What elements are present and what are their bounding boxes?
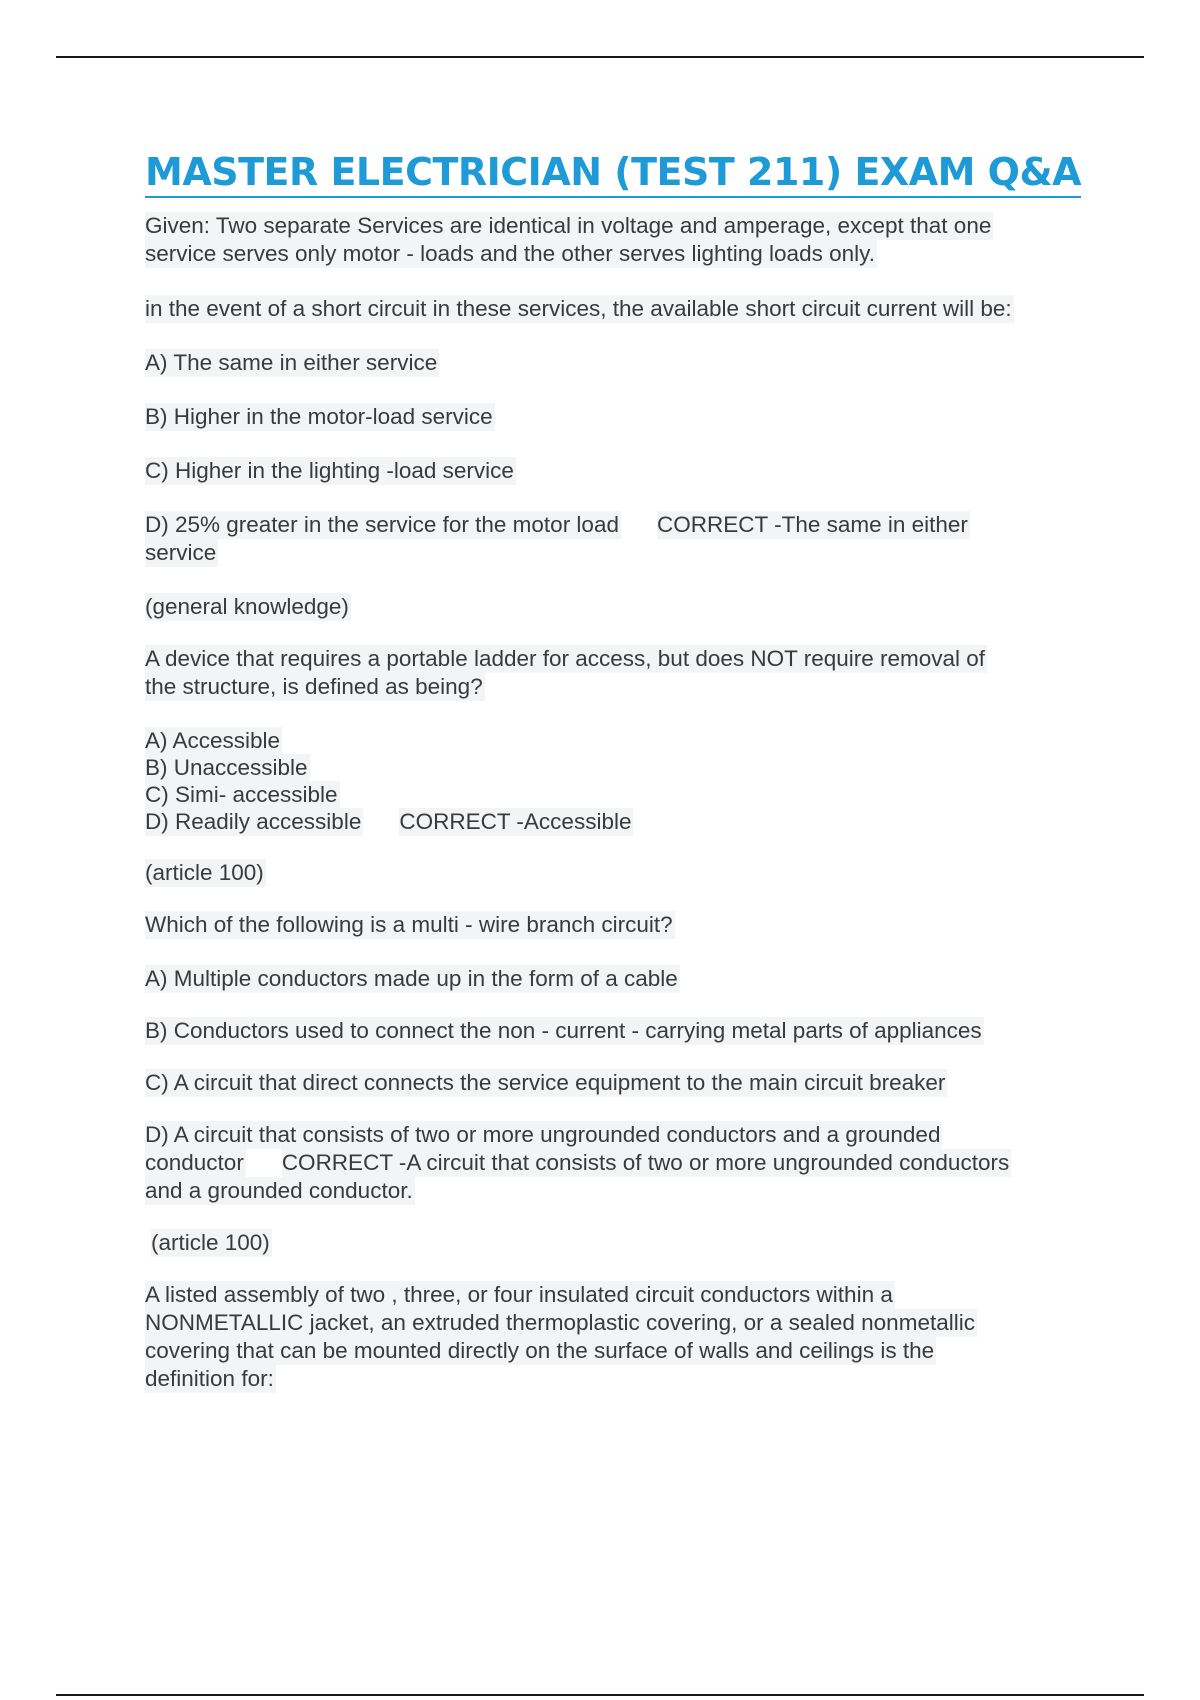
question-3-option-d-line-1: D) A circuit that consists of two or more ungrounded conductors and a grounded (145, 1122, 941, 1147)
question-2-reference-text: (article 100) (145, 860, 264, 885)
question-1-stem-line-1: Given: Two separate Services are identical in voltage and amperage, except that one (145, 213, 992, 238)
header-rule (56, 56, 1144, 58)
question-1-text (145, 295, 1085, 323)
question-1-option-c (145, 457, 1085, 485)
question-3-option-d-line-2: conductor (145, 1150, 244, 1175)
question-2-answer: CORRECT -Accessible (399, 809, 632, 834)
question-3-stem (145, 911, 1085, 939)
question-4-stem-line-1: A listed assembly of two , three, or four insulated circuit conductors within a (145, 1282, 893, 1307)
question-2-option-c: C) Simi- accessible (145, 782, 338, 807)
question-4-stem-line-4: definition for: (145, 1366, 274, 1391)
question-1-reference (145, 593, 1085, 621)
question-3-option-b (145, 1017, 1085, 1045)
question-1-option-d (145, 511, 1085, 567)
question-3-option-d (145, 1121, 1085, 1205)
question-1-stem-line-2: service serves only motor - loads and the other serves lighting loads only. (145, 241, 875, 266)
question-2-stem-line-2: the structure, is defined as being? (145, 674, 483, 699)
question-2-stem-line-1: A device that requires a portable ladder for access, but does NOT require removal of (145, 646, 986, 671)
question-1-text-span: in the event of a short circuit in these services, the available short circuit current will be: (145, 296, 1012, 321)
question-2-options (145, 727, 1085, 835)
question-1-answer: CORRECT -The same in either (656, 512, 968, 537)
question-1-option-d-text: D) 25% greater in the service for the motor load (145, 512, 619, 537)
question-2-reference (145, 859, 1085, 887)
question-2-option-d: D) Readily accessible (145, 809, 362, 834)
page-title: MASTER ELECTRICIAN (TEST 211) EXAM Q&A (145, 148, 1081, 198)
question-1-option-b (145, 403, 1085, 431)
question-3-answer: CORRECT -A circuit that consists of two or more ungrounded conductors (281, 1150, 1010, 1175)
question-4-stem-line-2: NONMETALLIC jacket, an extruded thermoplastic covering, or a sealed nonmetallic (145, 1310, 975, 1335)
question-1-answer-continued: service (145, 540, 217, 565)
question-3-reference (145, 1229, 1085, 1257)
question-3-option-c-text: C) A circuit that direct connects the service equipment to the main circuit breaker (145, 1070, 946, 1095)
question-3-option-a (145, 965, 1085, 993)
question-3-reference-text: (article 100) (151, 1230, 270, 1255)
question-2-option-b: B) Unaccessible (145, 755, 308, 780)
question-3-option-b-text: B) Conductors used to connect the non - current - carrying metal parts of appliances (145, 1018, 982, 1043)
question-3-option-c (145, 1069, 1085, 1097)
question-1-option-a-text: A) The same in either service (145, 350, 438, 375)
question-1-option-b-text: B) Higher in the motor-load service (145, 404, 493, 429)
question-3-option-a-text: A) Multiple conductors made up in the form of a cable (145, 966, 678, 991)
question-2-stem (145, 645, 1085, 701)
question-3-answer-continued: and a grounded conductor. (145, 1178, 413, 1203)
footer-rule (56, 1694, 1144, 1696)
question-2-option-a: A) Accessible (145, 728, 281, 753)
question-4-stem-line-3: covering that can be mounted directly on the surface of walls and ceilings is the (145, 1338, 935, 1363)
question-3-stem-text: Which of the following is a multi - wire branch circuit? (145, 912, 673, 937)
question-4-stem (145, 1281, 1085, 1393)
question-1-reference-text: (general knowledge) (145, 594, 349, 619)
question-1-stem (145, 212, 1085, 268)
question-1-option-c-text: C) Higher in the lighting -load service (145, 458, 514, 483)
document-body (145, 148, 1085, 1393)
question-1-option-a (145, 349, 1085, 377)
